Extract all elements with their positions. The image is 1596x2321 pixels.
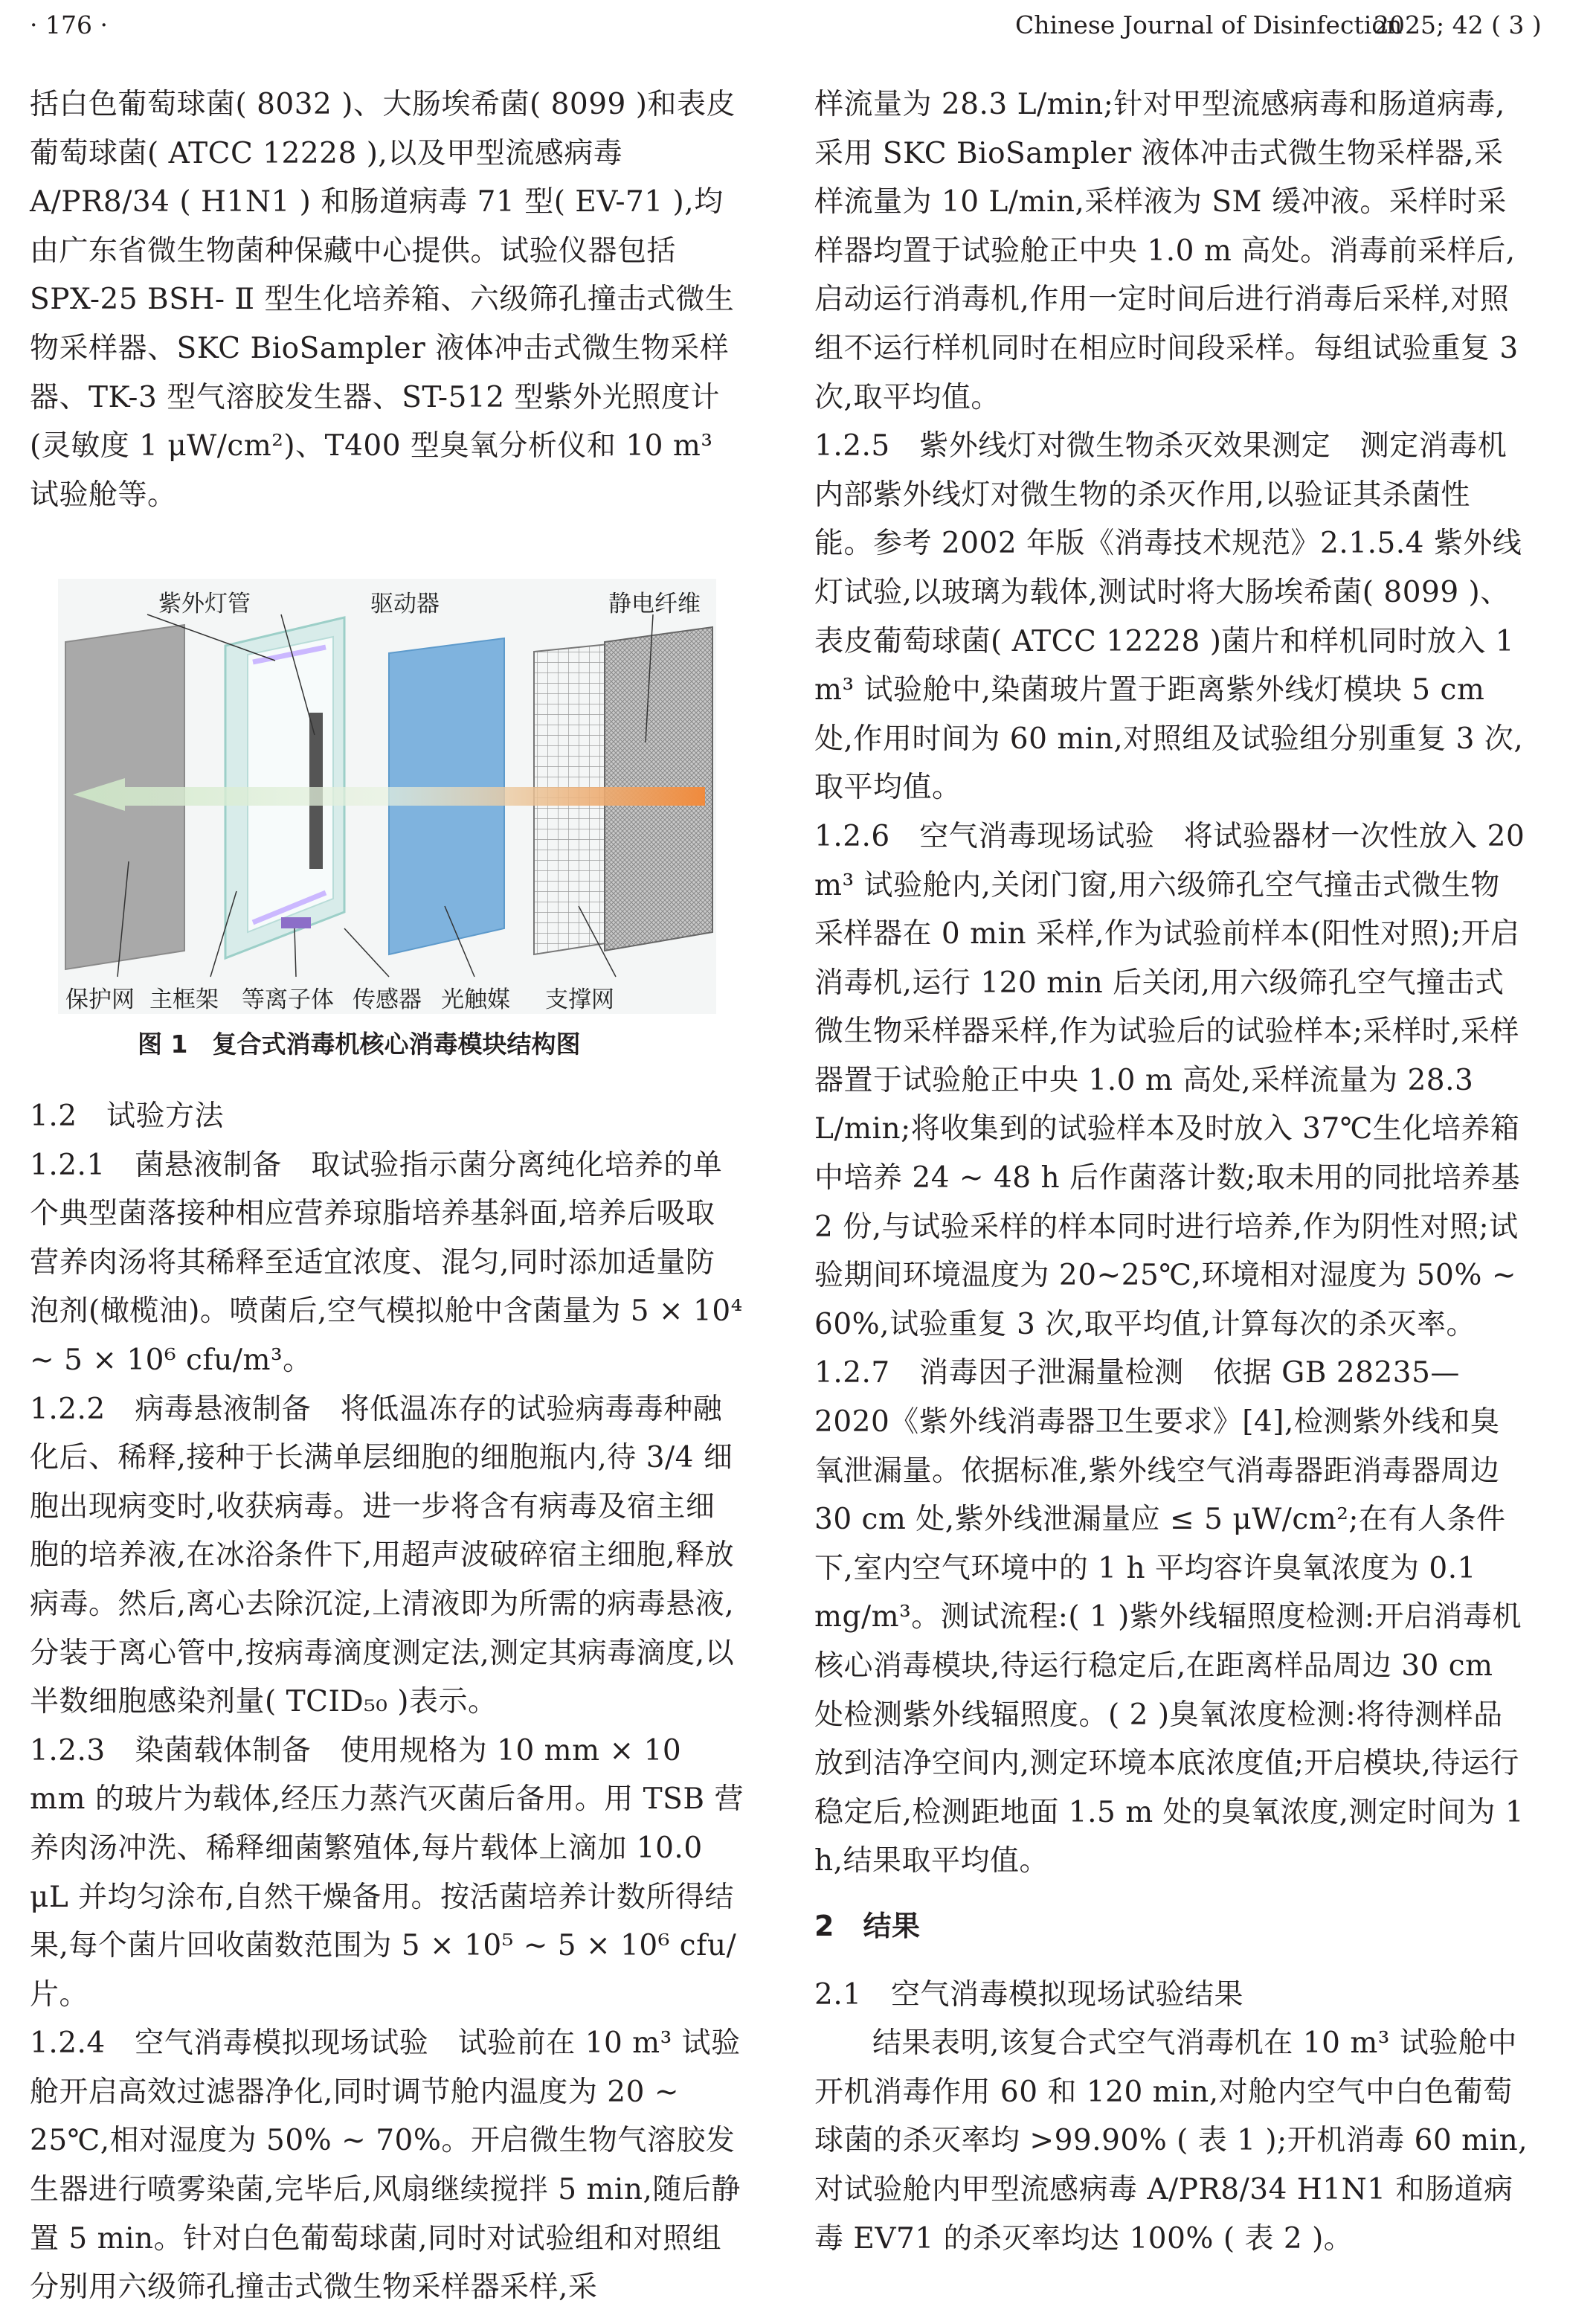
right-column [814,80,1528,2263]
label-sensor: 传感器 [353,986,422,1013]
label-driver: 驱动器 [370,591,440,617]
label-main-frame: 主框架 [149,986,219,1013]
disinfection-module-diagram [58,579,716,1014]
journal-name: Chinese Journal of Disinfection [1015,10,1403,39]
paragraph-1-2-2: 1.2.2 病毒悬液制备 将低温冻存的试验病毒毒种融化后、稀释,接种于长满单层细胞的细胞瓶内,待 3/4 细胞出现病变时,收获病毒。进一步将含有病毒及宿主细胞的培养液,在冰浴条件下,用超声波破碎宿主细胞,释放病毒。然后,离心去除沉淀,上清液即为所需的病毒悬液,分装于离心管中,按病毒滴度测定法,测定其病毒滴度,以半数细胞感染剂量( TCID₅₀ )表示。 [30,1392,735,1719]
intro-paragraph: 括白色葡萄球菌( 8032 )、大肠埃希菌( 8099 )和表皮葡萄球菌( ATCC 12228 ),以及甲型流感病毒 A/PR8/34 ( H1N1 ) 和肠道病毒 71 型( EV-71 ),均由广东省微生物菌种保藏中心提供。试验仪器包括 SPX-25 BSH- Ⅱ 型生化培养箱、六级筛孔撞击式微生物采样器、SKC BioSampler 液体冲击式微生物采样器、TK-3 型气溶胶发生器、ST-512 型紫外光照度计(灵敏度 1 μW/cm²)、T400 型臭氧分析仪和 10 m³ 试验舱等。 [30,88,736,512]
paragraph-continued: 样流量为 28.3 L/min;针对甲型流感病毒和肠道病毒,采用 SKC BioSampler 液体冲击式微生物采样器,采样流量为 10 L/min,采样液为 SM 缓冲液。采样时采样器均置于试验舱正中央 1.0 m 高处。消毒前采样后,启动运行消毒机,作用一定时间后进行消毒后采样,对照组不运行样机同时在相应时间段采样。每组试验重复 3 次,取平均值。 [814,88,1519,414]
label-support-net: 支撑网 [545,986,614,1013]
label-uv-lamp: 紫外灯管 [158,591,251,617]
paragraph-1-2-7: 1.2.7 消毒因子泄漏量检测 依据 GB 28235—2020《紫外线消毒器卫生要求》[4],检测紫外线和臭氧泄漏量。依据标准,紫外线空气消毒器距消毒器周边 30 cm 处,紫外线泄漏量应 ≤ 5 μW/cm²;在有人条件下,室内空气环境中的 1 h 平均容许臭氧浓度为 0.1 mg/m³。测试流程:( 1 )紫外线辐照度检测:开启消毒机核心消毒模块,待运行稳定后,在距离样品周边 30 cm 处检测紫外线辐照度。( 2 )臭氧浓度检测:将待测样品放到洁净空间内,测定环境本底浓度值;开启模块,待运行稳定后,检测距地面 1.5 m 处的臭氧浓度,测定时间为 1 h,结果取平均值。 [814,1356,1525,1878]
figure-caption: 图 1 复合式消毒机核心消毒模块结构图 [138,1030,581,1059]
section-2-1-title: 2.1 空气消毒模拟现场试验结果 [814,1977,1244,2012]
plasma-unit [281,917,311,928]
paragraph-2-1: 结果表明,该复合式空气消毒机在 10 m³ 试验舱中开机消毒作用 60 和 120 min,对舱内空气中白色葡萄球菌的杀灭率均 >99.90% ( 表 1 );开机消毒 60 min,对试验舱内甲型流感病毒 A/PR8/34 H1N1 和肠道病毒 EV71 的杀灭率均达 100% ( 表 2 )。 [814,2026,1528,2256]
left-column-lower [30,1092,744,2312]
paragraph-1-2-4: 1.2.4 空气消毒模拟现场试验 试验前在 10 m³ 试验舱开启高效过滤器净化,同时调节舱内温度为 20 ~ 25℃,相对湿度为 50% ~ 70%。开启微生物气溶胶发生器进行喷雾染菌,完毕后,风扇继续搅拌 5 min,随后静置 5 min。针对白色葡萄球菌,同时对试验组和对照组分别用六级筛孔撞击式微生物采样器采样,采 [30,2026,741,2305]
figure-1 [58,579,716,1014]
label-protective-net: 保护网 [65,986,135,1013]
journal-issue: 2025; 42 ( 3 ) [1374,10,1542,39]
left-column [30,80,744,519]
paragraph-1-2-6: 1.2.6 空气消毒现场试验 将试验器材一次性放入 20 m³ 试验舱内,关闭门窗,用六级筛孔空气撞击式微生物采样器在 0 min 采样,作为试验前样本(阳性对照);开启消毒机,运行 120 min 后关闭,用六级筛孔空气撞击式微生物采样器采样,作为试验后的试验样本;采样时,采样器置于试验舱正中央 1.0 m 高处,采样流量为 28.3 L/min;将收集到的试验样本及时放入 37℃生化培养箱中培养 24 ~ 48 h 后作菌落计数;取未用的同批培养基 2 份,与试验采样的样本同时进行培养,作为阴性对照;试验期间环境温度为 20~25℃,环境相对湿度为 50% ~ 60%,试验重复 3 次,取平均值,计算每次的杀灭率。 [814,819,1525,1341]
paragraph-1-2-1: 1.2.1 菌悬液制备 取试验指示菌分离纯化培养的单个典型菌落接种相应营养琼脂培养基斜面,培养后吸取营养肉汤将其稀释至适宜浓度、混匀,同时添加适量防泡剂(橄榄油)。喷菌后,空气模拟舱中含菌量为 5 × 10⁴ ~ 5 × 10⁶ cfu/m³。 [30,1148,743,1377]
paragraph-1-2-5: 1.2.5 紫外线灯对微生物杀灭效果测定 测定消毒机内部紫外线灯对微生物的杀灭作用,以验证其杀菌性能。参考 2002 年版《消毒技术规范》2.1.5.4 紫外线灯试验,以玻璃为载体,测试时将大肠埃希菌( 8099 )、表皮葡萄球菌( ATCC 12228 )菌片和样机同时放入 1 m³ 试验舱中,染菌玻片置于距离紫外线灯模块 5 cm 处,作用时间为 60 min,对照组及试验组分别重复 3 次,取平均值。 [814,429,1524,805]
label-electrostatic-fiber: 静电纤维 [608,591,701,617]
label-plasma: 等离子体 [242,986,334,1013]
section-1-2-title: 1.2 试验方法 [30,1099,225,1133]
paragraph-1-2-3: 1.2.3 染菌载体制备 使用规格为 10 mm × 10 mm 的玻片为载体,经压力蒸汽灭菌后备用。用 TSB 营养肉汤冲洗、稀释细菌繁殖体,每片载体上滴加 10.0 μL 并均匀涂布,自然干燥备用。按活菌培养计数所得结果,每个菌片回收菌数范围为 5 × 10⁵ ~ 5 × 10⁶ cfu/ 片。 [30,1733,744,2012]
label-photocatalyst: 光触媒 [441,986,510,1013]
section-2-title: 2 结果 [814,1909,921,1942]
page-number: · 176 · [30,10,108,39]
